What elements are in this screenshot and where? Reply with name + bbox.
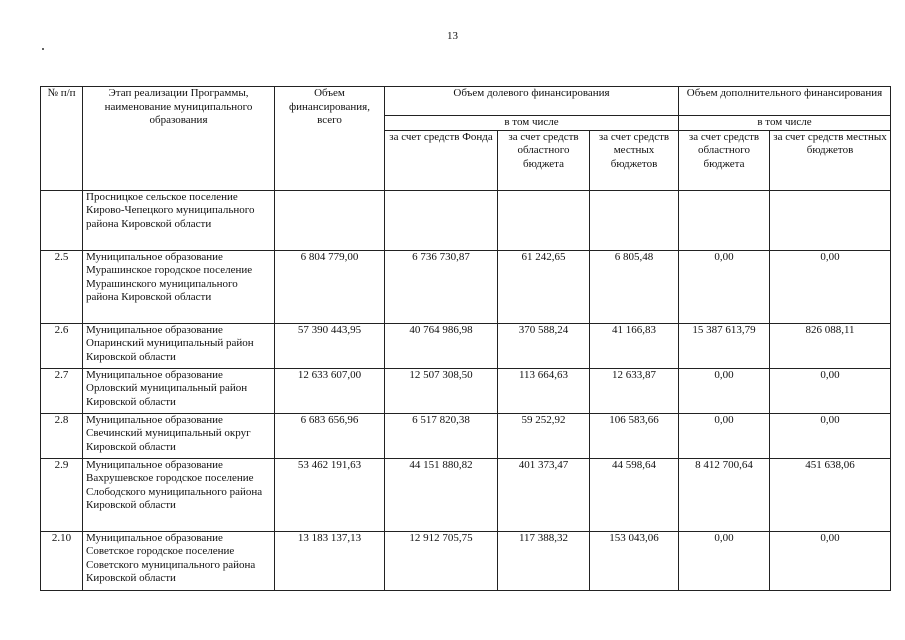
row-local: 153 043,06 (590, 531, 679, 590)
financing-table (40, 86, 891, 591)
header-regional: за счет средств областного бюджета (498, 130, 590, 190)
row-num: 2.7 (41, 368, 83, 413)
header-additional: Объем дополнительного финансирования (679, 87, 891, 116)
row-total: 6 804 779,00 (275, 250, 385, 323)
row-name: Муниципальное образование Свечинский муниципальный округ Кировской области (83, 413, 275, 458)
row-add-regional: 8 412 700,64 (679, 458, 770, 531)
row-regional: 401 373,47 (498, 458, 590, 531)
row-add-local: 826 088,11 (770, 323, 891, 368)
table-row (41, 323, 891, 368)
row-local: 12 633,87 (590, 368, 679, 413)
row-regional: 61 242,65 (498, 250, 590, 323)
row-total (275, 190, 385, 250)
row-add-regional: 15 387 613,79 (679, 323, 770, 368)
header-stage: Этап реализации Программы, наименование муниципального образования (83, 87, 275, 191)
row-local: 44 598,64 (590, 458, 679, 531)
row-local: 6 805,48 (590, 250, 679, 323)
row-total: 12 633 607,00 (275, 368, 385, 413)
row-add-local: 451 638,06 (770, 458, 891, 531)
page-number: 13 (447, 30, 458, 42)
row-total: 53 462 191,63 (275, 458, 385, 531)
row-fund: 12 912 705,75 (385, 531, 498, 590)
header-shared-incl: в том числе (385, 116, 679, 131)
row-fund: 6 517 820,38 (385, 413, 498, 458)
row-local: 106 583,66 (590, 413, 679, 458)
header-fund: за счет средств Фонда (385, 130, 498, 190)
row-total: 6 683 656,96 (275, 413, 385, 458)
row-name: Муниципальное образование Вахрушевское городское поселение Слободского муниципального района Кировской области (83, 458, 275, 531)
row-add-regional: 0,00 (679, 368, 770, 413)
row-num: 2.5 (41, 250, 83, 323)
table-row (41, 368, 891, 413)
row-name: Муниципальное образование Опаринский муниципальный район Кировской области (83, 323, 275, 368)
row-add-regional: 0,00 (679, 250, 770, 323)
row-fund: 6 736 730,87 (385, 250, 498, 323)
row-regional (498, 190, 590, 250)
row-total: 13 183 137,13 (275, 531, 385, 590)
row-add-local: 0,00 (770, 368, 891, 413)
table-header (41, 87, 891, 191)
row-add-regional: 0,00 (679, 531, 770, 590)
row-num: 2.6 (41, 323, 83, 368)
row-local: 41 166,83 (590, 323, 679, 368)
row-add-local: 0,00 (770, 531, 891, 590)
header-add-local: за счет средств местных бюджетов (770, 130, 891, 190)
row-name: Муниципальное образование Мурашинское городское поселение Мурашинского муниципального района Кировской области (83, 250, 275, 323)
row-add-local: 0,00 (770, 250, 891, 323)
header-total: Объем финансирования, всего (275, 87, 385, 191)
row-regional: 59 252,92 (498, 413, 590, 458)
row-num (41, 190, 83, 250)
header-num: № п/п (41, 87, 83, 191)
row-add-regional (679, 190, 770, 250)
row-regional: 113 664,63 (498, 368, 590, 413)
row-add-local: 0,00 (770, 413, 891, 458)
row-name: Муниципальное образование Советское городское поселение Советского муниципального района Кировской области (83, 531, 275, 590)
header-additional-incl: в том числе (679, 116, 891, 131)
row-local (590, 190, 679, 250)
scan-speck (42, 48, 44, 50)
row-add-regional: 0,00 (679, 413, 770, 458)
header-add-regional: за счет средств областного бюджета (679, 130, 770, 190)
row-num: 2.8 (41, 413, 83, 458)
table-body (41, 190, 891, 590)
row-total: 57 390 443,95 (275, 323, 385, 368)
table-row (41, 250, 891, 323)
row-fund (385, 190, 498, 250)
table-row (41, 413, 891, 458)
row-add-local (770, 190, 891, 250)
row-fund: 40 764 986,98 (385, 323, 498, 368)
row-name: Просницкое сельское поселение Кирово-Чепецкого муниципального района Кировской области (83, 190, 275, 250)
header-shared: Объем долевого финансирования (385, 87, 679, 116)
row-regional: 370 588,24 (498, 323, 590, 368)
header-local: за счет средств местных бюджетов (590, 130, 679, 190)
row-regional: 117 388,32 (498, 531, 590, 590)
table-row (41, 531, 891, 590)
table-row (41, 190, 891, 250)
row-name: Муниципальное образование Орловский муниципальный район Кировской области (83, 368, 275, 413)
row-fund: 44 151 880,82 (385, 458, 498, 531)
row-num: 2.9 (41, 458, 83, 531)
row-fund: 12 507 308,50 (385, 368, 498, 413)
row-num: 2.10 (41, 531, 83, 590)
table-row (41, 458, 891, 531)
